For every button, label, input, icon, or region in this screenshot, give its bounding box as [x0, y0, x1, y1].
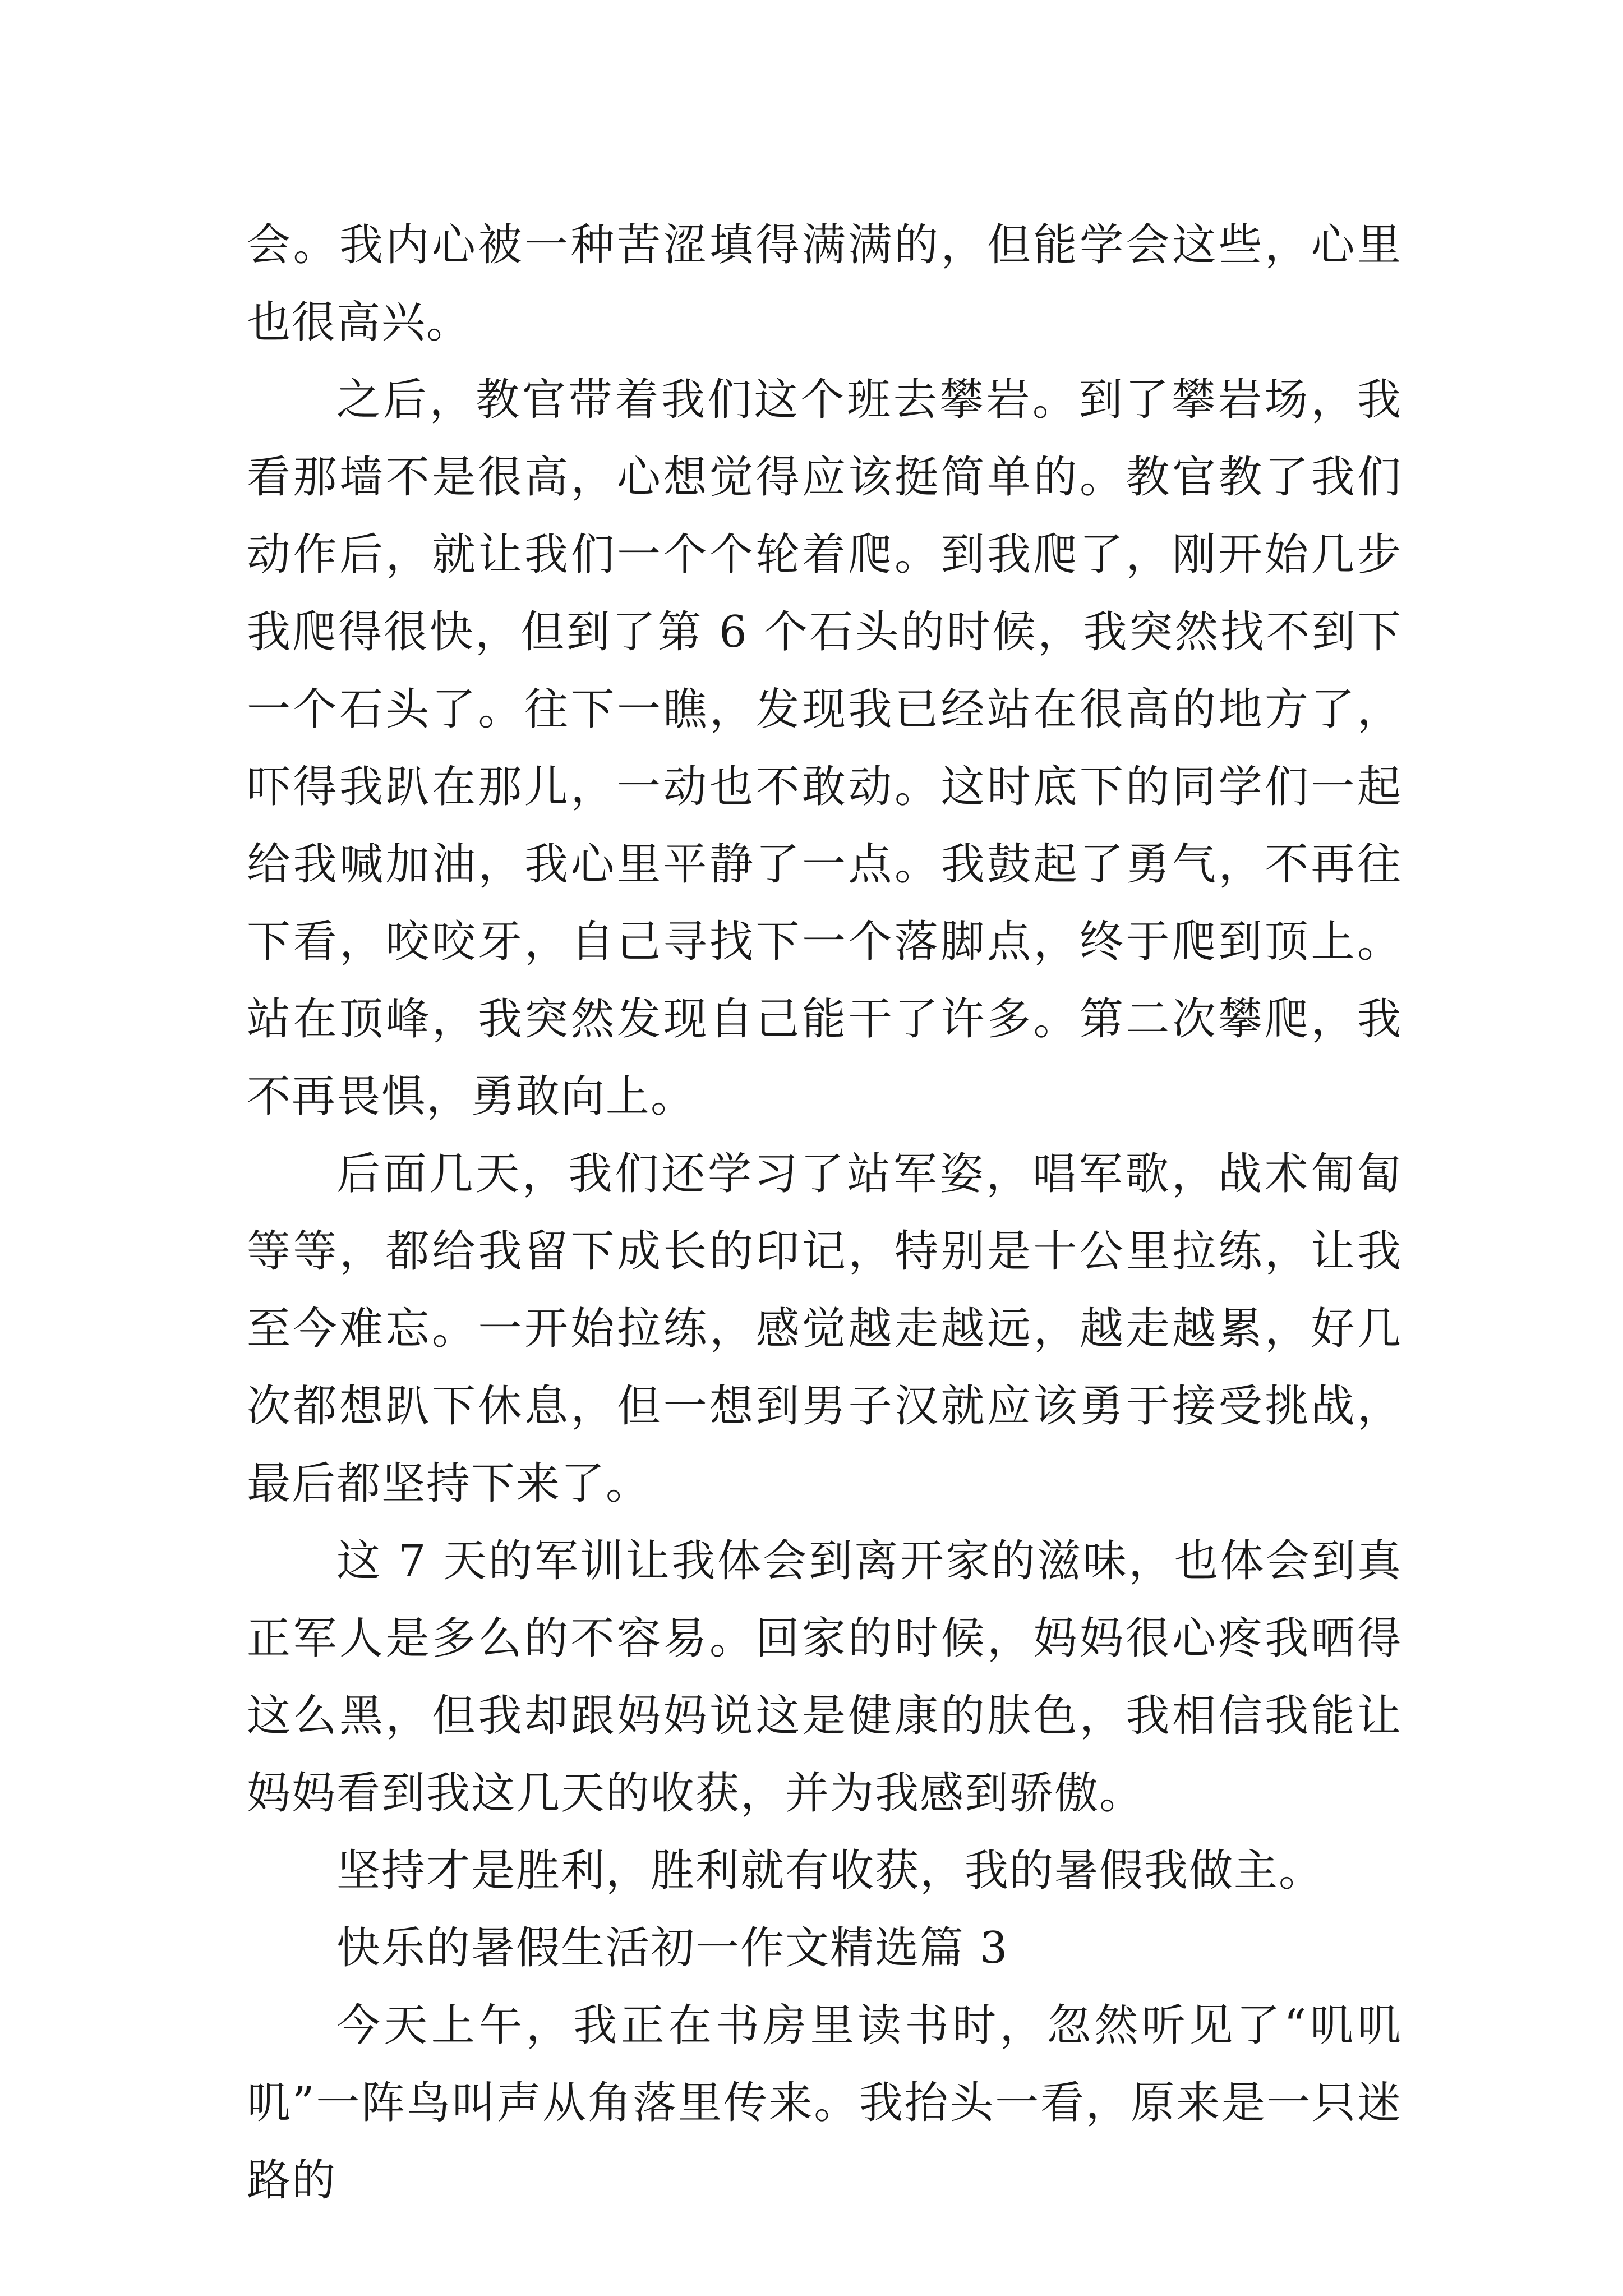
- section-heading: 快乐的暑假生活初一作文精选篇 3: [336, 1923, 1009, 1973]
- paragraph-1: 会。我内心被一种苦涩填得满满的，但能学会这些，心里也很高兴。: [247, 220, 1402, 348]
- paragraph-6: 今天上午，我正在书房里读书时，忽然听见了“叽叽叽”一阵鸟叫声从角落里传来。我抬头一看，原来是一只迷路的: [247, 2000, 1402, 2206]
- body-text: [247, 206, 1402, 2219]
- paragraph-5: 坚持才是胜利，胜利就有收获，我的暑假我做主。: [336, 1846, 1324, 1896]
- paragraph-3: 后面几天，我们还学习了站军姿，唱军歌，战术匍匐等等，都给我留下成长的印记，特别是十公里拉练，让我至今难忘。一开始拉练，感觉越走越远，越走越累，好几次都想趴下休息，但一想到男子汉就应该勇于接受挑战，最后都坚持下来了。: [247, 1149, 1402, 1509]
- paragraph-2: 之后，教官带着我们这个班去攀岩。到了攀岩场，我看那墙不是很高，心想觉得应该挺简单的。教官教了我们动作后，就让我们一个个轮着爬。到我爬了，刚开始几步我爬得很快，但到了第 6 个石头的时候，我突然找不到下一个石头了。往下一瞧，发现我已经站在很高的地方了，吓得我趴在那儿，一动也不敢动。这时底下的同学们一起给我喊加油，我心里平静了一点。我鼓起了勇气，不再往下看，咬咬牙，自己寻找下一个落脚点，终于爬到顶上。站在顶峰，我突然发现自己能干了许多。第二次攀爬，我不再畏惧，勇敢向上。: [247, 375, 1402, 1122]
- paragraph-4: 这 7 天的军训让我体会到离开家的滋味，也体会到真正军人是多么的不容易。回家的时候，妈妈很心疼我晒得这么黑，但我却跟妈妈说这是健康的肤色，我相信我能让妈妈看到我这几天的收获，并为我感到骄傲。: [247, 1536, 1402, 1819]
